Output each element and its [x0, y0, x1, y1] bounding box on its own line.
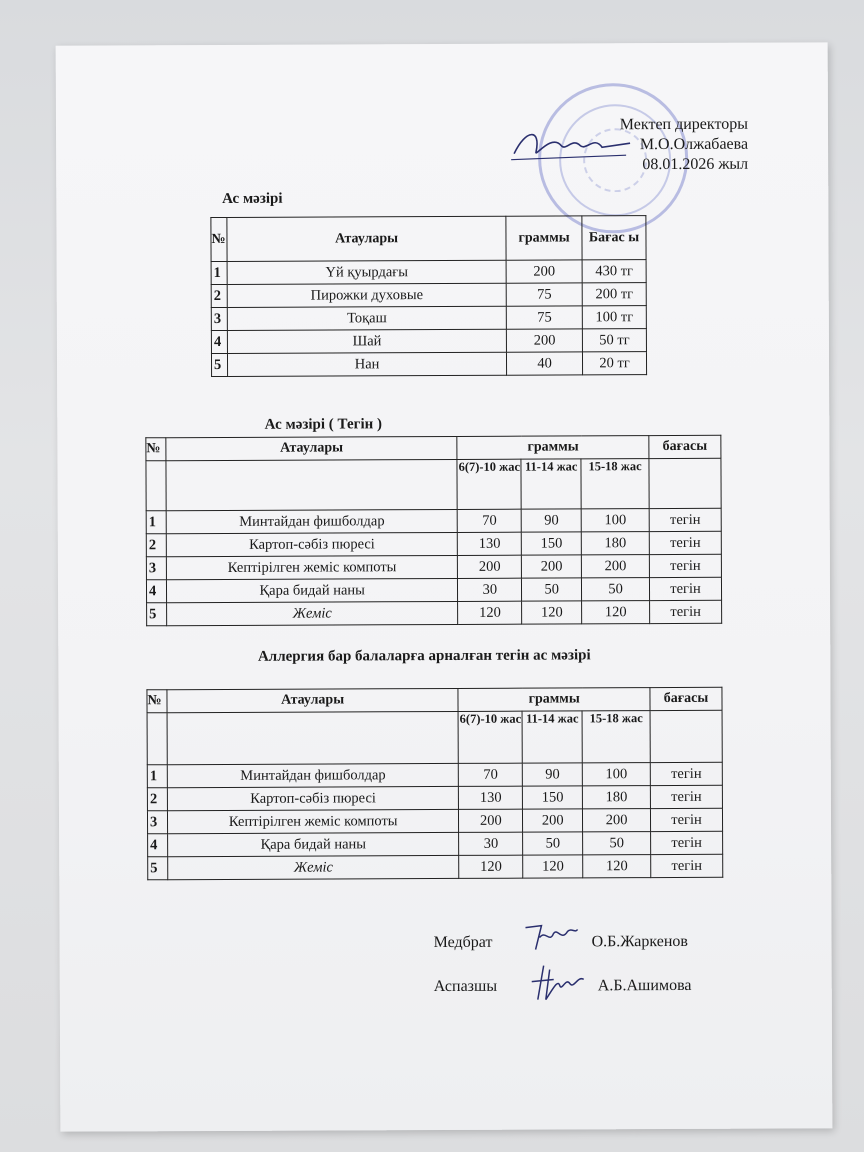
approval-name: М.О.Олжабаева — [639, 135, 749, 154]
menu2-title: Ас мәзірі ( Тегін ) — [264, 416, 383, 433]
menu1-header-name: Атаулары — [227, 216, 506, 261]
menu2-header-grams: граммы — [457, 436, 649, 460]
nurse-signature — [521, 919, 581, 955]
menu3-header-grams: граммы — [458, 688, 650, 712]
table-row: 1 Минтайдан фишболдар 70 90 100 тегін — [147, 762, 722, 788]
menu2-age-group: 11-14 жас — [524, 459, 578, 474]
table-row: 4 Қара бидай наны 30 50 50 тегін — [148, 831, 723, 857]
approval-position: Мектеп директоры — [619, 115, 749, 134]
table-row: 1 Үй қуырдағы 200 430 тг — [211, 260, 646, 285]
table-row: 2 Картоп-сәбіз пюресі 130 150 180 тегін — [146, 531, 721, 557]
director-signature — [506, 123, 636, 164]
nurse-name: О.Б.Жаркенов — [591, 932, 688, 951]
table-row: 2 Пирожки духовые 75 200 тг — [211, 283, 646, 308]
menu2-table — [145, 435, 722, 627]
cook-name: А.Б.Ашимова — [597, 976, 692, 995]
document-sheet — [56, 42, 833, 1131]
menu2-age-group: 6(7)-10 жас — [458, 459, 521, 474]
menu1-title: Ас мәзірі — [222, 190, 283, 207]
approval-date: 08.01.2026 жыл — [642, 155, 749, 174]
table-row: 2 Картоп-сәбіз пюресі 130 150 180 тегін — [147, 785, 722, 811]
table-row: 5 Жеміс 120 120 120 тегін — [147, 600, 722, 626]
table-row: 3 Тоқаш 75 100 тг — [211, 306, 646, 331]
menu3-age-group: 11-14 жас — [526, 711, 579, 726]
menu3-header-no: № — [147, 690, 167, 713]
table-row: 3 Кептірілген жеміс компоты 200 200 200 тегін — [147, 808, 722, 834]
menu3-header-price: бағасы — [650, 687, 722, 710]
table-row: 1 Минтайдан фишболдар 70 90 100 тегін — [146, 508, 721, 534]
menu1-header-price: Бағас ы — [582, 216, 646, 260]
menu3-header-name: Атаулары — [167, 688, 458, 712]
table-row: 4 Қара бидай наны 30 50 50 тегін — [146, 577, 721, 603]
table-row: 5 Жеміс 120 120 120 тегін — [148, 854, 723, 880]
menu3-title: Аллергия бар балаларға арналған тегін ас мәзірі — [257, 647, 591, 665]
menu2-header-price: бағасы — [649, 435, 721, 458]
menu3-age-group: 15-18 жас — [589, 711, 643, 726]
menu3-age-group: 6(7)-10 жас — [459, 711, 522, 726]
menu2-age-group: 15-18 жас — [588, 459, 642, 474]
table-row: 3 Кептірілген жеміс компоты 200 200 200 тегін — [146, 554, 721, 580]
menu2-header-name: Атаулары — [166, 436, 457, 460]
table-row: 5 Нан 40 20 тг — [211, 352, 646, 377]
table-row: 4 Шай 200 50 тг — [211, 329, 646, 354]
menu1-header-no: № — [211, 217, 227, 261]
menu3-table — [146, 687, 723, 881]
menu1-header-grams: граммы — [506, 216, 582, 260]
approval-block — [620, 115, 748, 176]
menu2-header-no: № — [146, 438, 166, 461]
cook-role: Аспазшы — [433, 977, 498, 996]
cook-signature — [528, 959, 588, 1003]
nurse-role: Медбрат — [433, 933, 493, 952]
menu1-table — [210, 215, 647, 377]
